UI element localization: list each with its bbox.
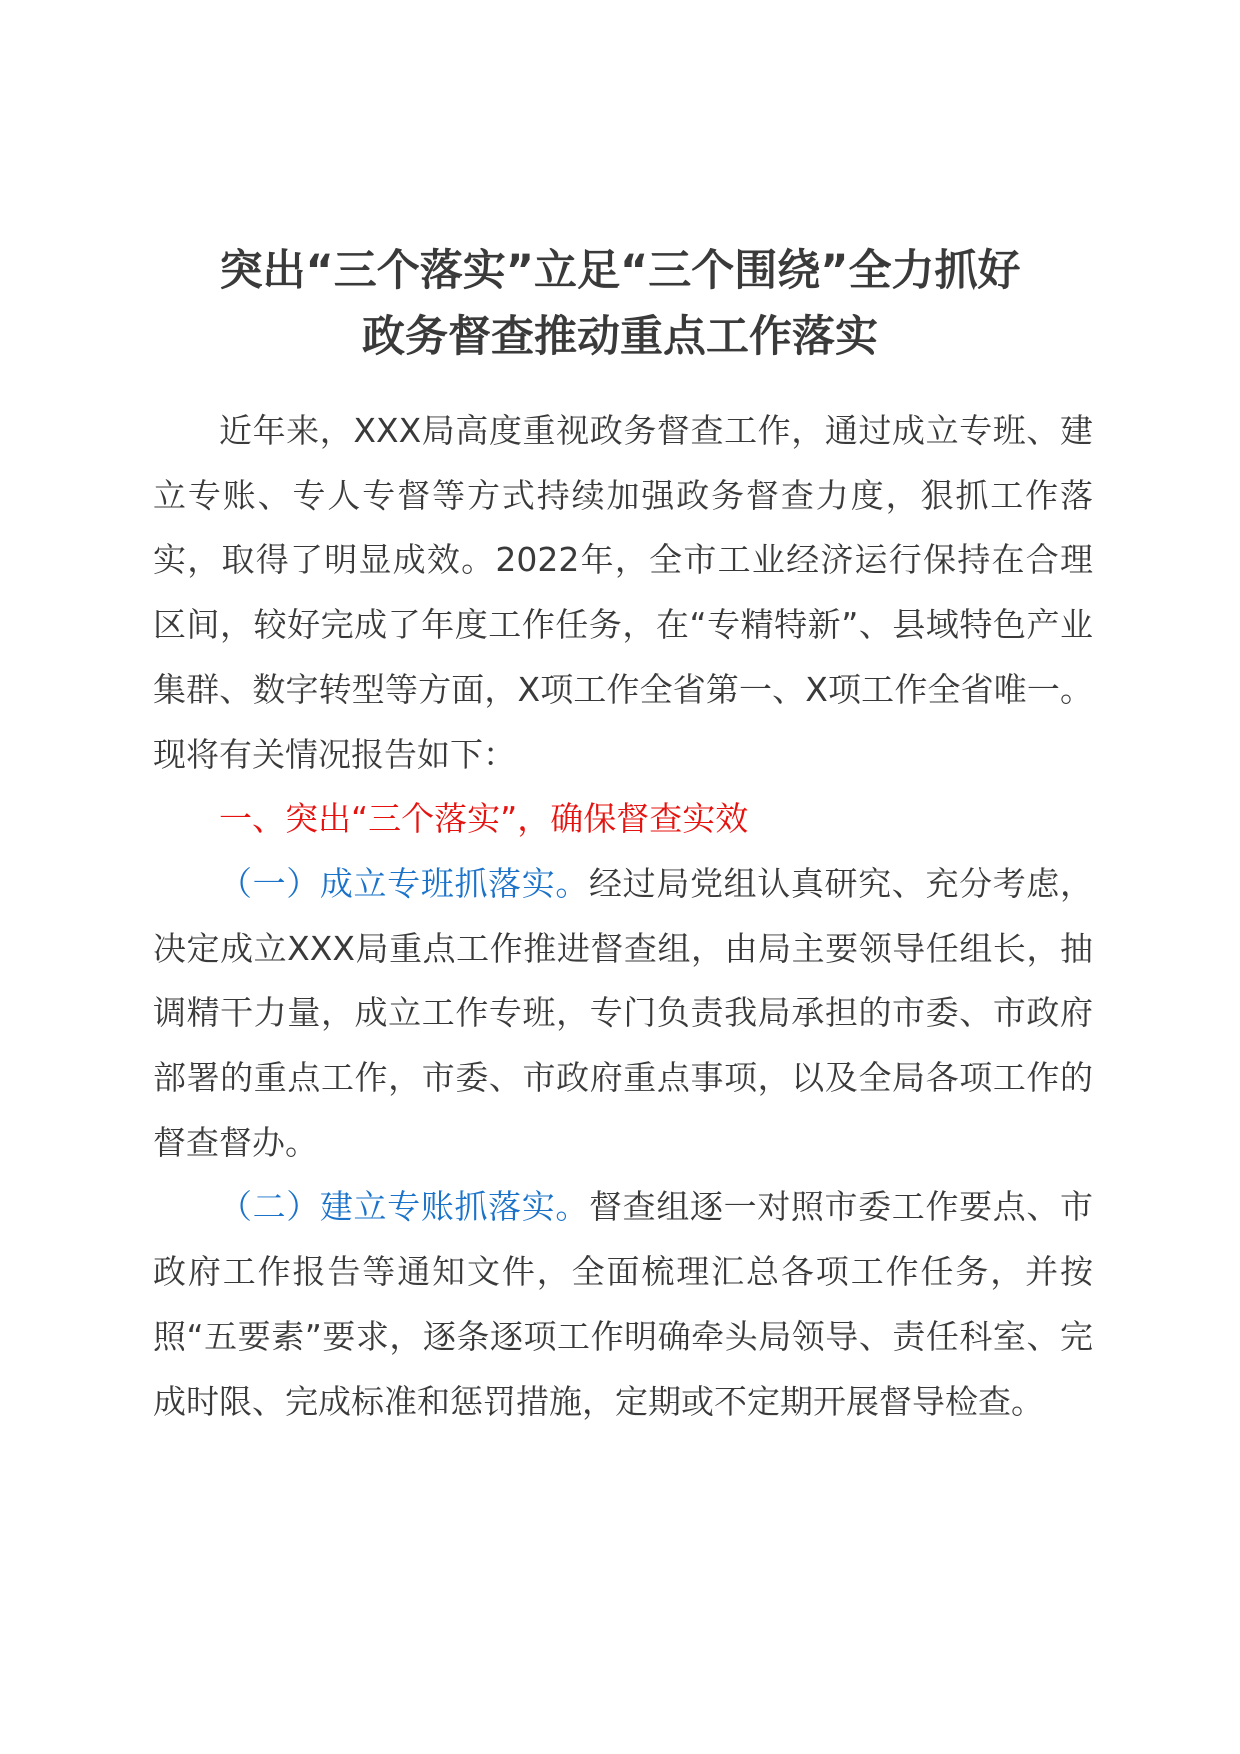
intro-paragraph: 近年来，XXX局高度重视政务督查工作，通过成立专班、建立专账、专人专督等方式持续加强政务督查力度，狠抓工作落实，取得了明显成效。2022年，全市工业经济运行保持在合理区间，较好完成了年度工作任务，在“专精特新”、县域特色产业集群、数字转型等方面，X项工作全省第一、X项工作全省唯一。现将有关情况报告如下： <box>153 411 1093 774</box>
section-heading-1-text: 一、突出“三个落实”，确保督查实效 <box>219 799 749 839</box>
title-line-1: 突出“三个落实”立足“三个围绕”全力抓好 <box>219 246 1021 296</box>
title-line-2: 政务督查推动重点工作落实 <box>362 312 878 362</box>
item-1-label: （一）成立专班抓落实。 <box>219 863 590 903</box>
item-1-text: 经过局党组认真研究、充分考虑，决定成立XXX局重点工作推进督查组，由局主要领导任组长，抽调精干力量，成立工作专班，专门负责我局承担的市委、市政府部署的重点工作，市委、市政府重点事项，以及全局各项工作的督查督办。 <box>153 863 1094 1162</box>
item-paragraph-1 <box>153 852 1093 1176</box>
item-2-label: （二）建立专账抓落实。 <box>219 1187 590 1227</box>
item-2-text: 督查组逐一对照市委工作要点、市政府工作报告等通知文件，全面梳理汇总各项工作任务，并按照“五要素”要求，逐条逐项工作明确牵头局领导、责任科室、完成时限、完成标准和惩罚措施，定期或不定期开展督导检查。 <box>153 1187 1094 1421</box>
item-paragraph-2 <box>153 1175 1093 1434</box>
section-heading-1 <box>153 787 1093 852</box>
document-body <box>153 399 1093 1434</box>
document-title <box>130 238 1110 370</box>
